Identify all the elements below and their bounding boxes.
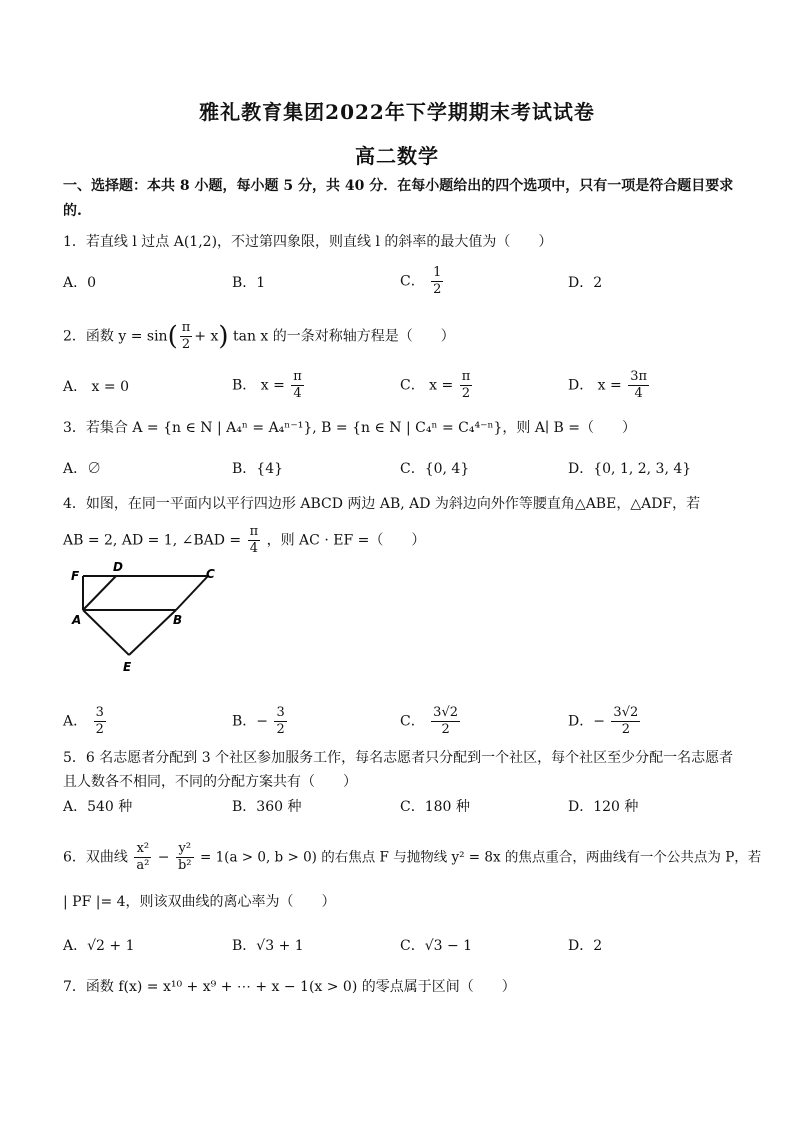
fraction-numerator: 1 — [433, 265, 442, 280]
fraction-denominator: 2 — [181, 337, 191, 352]
question-1-stem: 1．若直线 l 过点 A(1,2)，不过第四象限，则直线 l 的斜率的最大值为（ ） — [63, 234, 553, 250]
q2-c-prefix: C． x = — [400, 377, 454, 394]
label-A: A — [72, 613, 82, 627]
q4-line2-suffix: ，则 AC · EF =（ ） — [266, 532, 426, 549]
q4-angle-fraction — [248, 524, 261, 557]
q6-minus: − — [157, 849, 170, 866]
fraction-numerator: y² — [176, 841, 194, 858]
segment-BC — [176, 576, 208, 610]
q1-option-d: D．2 — [568, 275, 603, 291]
question-6-line1 — [63, 841, 762, 874]
section-heading: 一、选择题：本共 8 小题，每小题 5 分，共 40 分．在每小题给出的四个选项中，只有一项是符合题目要求 — [63, 178, 734, 194]
label-B: B — [173, 613, 183, 627]
fraction-denominator: 4 — [293, 386, 302, 401]
segment-AE — [83, 610, 129, 655]
q3-option-c: C．{0, 4} — [400, 461, 470, 477]
question-4-line1: 4．如图，在同一平面内以平行四边形 ABCD 两边 AB, AD 为斜边向外作等腰直角△ABE，△ADF，若 — [63, 496, 701, 512]
fraction-denominator: 4 — [634, 386, 643, 401]
right-paren: ) — [218, 321, 229, 352]
q2-b-prefix: B． x = — [232, 377, 285, 394]
question-7-stem: 7．函数 f(x) = x¹⁰ + x⁹ + ⋯ + x − 1(x > 0) 的零点属于区间（ ） — [63, 979, 516, 995]
q2-b-fraction — [291, 369, 304, 402]
q4-option-d — [568, 705, 642, 738]
q1-option-b: B．1 — [232, 275, 266, 291]
q4-a-fraction — [94, 705, 106, 738]
q4-b-prefix: B．− — [232, 713, 269, 730]
exam-subtitle: 高二数学 — [355, 144, 439, 168]
q1-option-c-label: C． — [400, 273, 425, 290]
q2-option-c — [400, 369, 474, 402]
q5-option-b: B．360 种 — [232, 799, 302, 815]
q1-option-a: A．0 — [63, 275, 97, 291]
fraction-denominator: 4 — [249, 541, 259, 556]
question-5-line1: 5．6 名志愿者分配到 3 个社区参加服务工作，每名志愿者只分配到一个社区，每个社区至少分配一名志愿者 — [63, 750, 734, 766]
q2-c-fraction — [460, 369, 473, 402]
fraction-denominator: 2 — [441, 722, 450, 737]
q2-d-fraction — [628, 369, 649, 402]
question-5-line2: 且人数各不相同，不同的分配方案共有（ ） — [63, 774, 357, 790]
label-D: D — [113, 560, 123, 574]
q5-option-d: D．120 种 — [568, 799, 639, 815]
q4-d-prefix: D．− — [568, 713, 605, 730]
q3-option-a: A．∅ — [63, 461, 102, 477]
q2-fraction — [180, 320, 193, 353]
q6-fraction-x — [134, 841, 151, 874]
section-heading-cont: 的. — [63, 203, 82, 219]
q1-option-c — [400, 265, 445, 298]
q4-geometry-figure — [66, 560, 226, 675]
q4-c-fraction — [431, 705, 460, 738]
fraction-numerator: π — [249, 524, 259, 539]
fraction-numerator: 3π — [630, 369, 648, 384]
q1-option-c-fraction — [431, 265, 443, 298]
fraction-denominator: 2 — [621, 722, 630, 737]
q6-suffix: = 1(a > 0, b > 0) 的右焦点 F 与抛物线 y² = 8x 的焦点重合，两曲线有一个公共点为 P，若 — [199, 849, 762, 866]
q3-option-b: B．{4} — [232, 461, 284, 477]
q5-option-c: C．180 种 — [400, 799, 470, 815]
q4-a-prefix: A． — [63, 713, 88, 730]
q6-option-a: A．√2 + 1 — [63, 938, 135, 954]
fraction-numerator: π — [293, 369, 302, 384]
fraction-numerator: 3√2 — [433, 705, 458, 720]
q6-prefix: 6．双曲线 — [63, 849, 128, 866]
question-3-stem: 3．若集合 A = {n ∈ N | A₄ⁿ = A₄ⁿ⁻¹}, B = {n ∈ N | C₄ⁿ = C₄⁴⁻ⁿ}，则 A∣ B =（ ） — [63, 420, 636, 436]
fraction-denominator: a² — [136, 858, 150, 873]
segment-BE — [129, 610, 176, 655]
fraction-numerator: x² — [134, 841, 151, 858]
segment-AD — [83, 576, 116, 610]
fraction-numerator: π — [461, 369, 471, 384]
q4-option-c — [400, 705, 462, 738]
label-F: F — [71, 569, 80, 583]
fraction-numerator: 3 — [276, 705, 285, 720]
question-6-line2: | PF |= 4，则该双曲线的离心率为（ ） — [63, 894, 336, 910]
q6-fraction-y — [176, 841, 194, 874]
q4-c-prefix: C． — [400, 713, 425, 730]
fraction-denominator: 2 — [95, 722, 104, 737]
question-4-line2 — [63, 524, 754, 557]
q6-option-b: B．√3 + 1 — [232, 938, 304, 954]
q2-d-prefix: D． x = — [568, 377, 622, 394]
fraction-numerator: 3 — [95, 705, 104, 720]
exam-title: 雅礼教育集团2022年下学期期末考试试卷 — [199, 100, 595, 124]
q6-option-d: D．2 — [568, 938, 603, 954]
q5-option-a: A．540 种 — [63, 799, 133, 815]
q4-line2-prefix: AB = 2, AD = 1, ∠BAD = — [63, 532, 242, 549]
q4-option-a — [63, 705, 108, 738]
q4-d-fraction — [611, 705, 640, 738]
fraction-denominator: 2 — [461, 386, 471, 401]
q2-prefix: 2．函数 y = sin — [63, 328, 168, 345]
q4-option-b — [232, 705, 289, 738]
label-C: C — [206, 567, 215, 581]
fraction-numerator: 3√2 — [613, 705, 639, 720]
q6-option-c: C．√3 − 1 — [400, 938, 473, 954]
fraction-denominator: b² — [177, 858, 192, 873]
label-E: E — [123, 660, 132, 674]
q3-option-d: D．{0, 1, 2, 3, 4} — [568, 461, 692, 477]
q2-option-d — [568, 369, 651, 402]
q2-suffix: tan x 的一条对称轴方程是（ ） — [232, 328, 455, 345]
q2-option-b — [232, 369, 306, 402]
fraction-denominator: 2 — [433, 282, 442, 297]
left-paren: ( — [167, 321, 178, 352]
q2-inner-tail: + x — [194, 328, 219, 345]
fraction-numerator: π — [181, 320, 191, 335]
q4-b-fraction — [274, 705, 286, 738]
fraction-denominator: 2 — [276, 722, 285, 737]
q2-option-a: A． x = 0 — [63, 379, 129, 395]
question-2-stem — [63, 320, 754, 353]
